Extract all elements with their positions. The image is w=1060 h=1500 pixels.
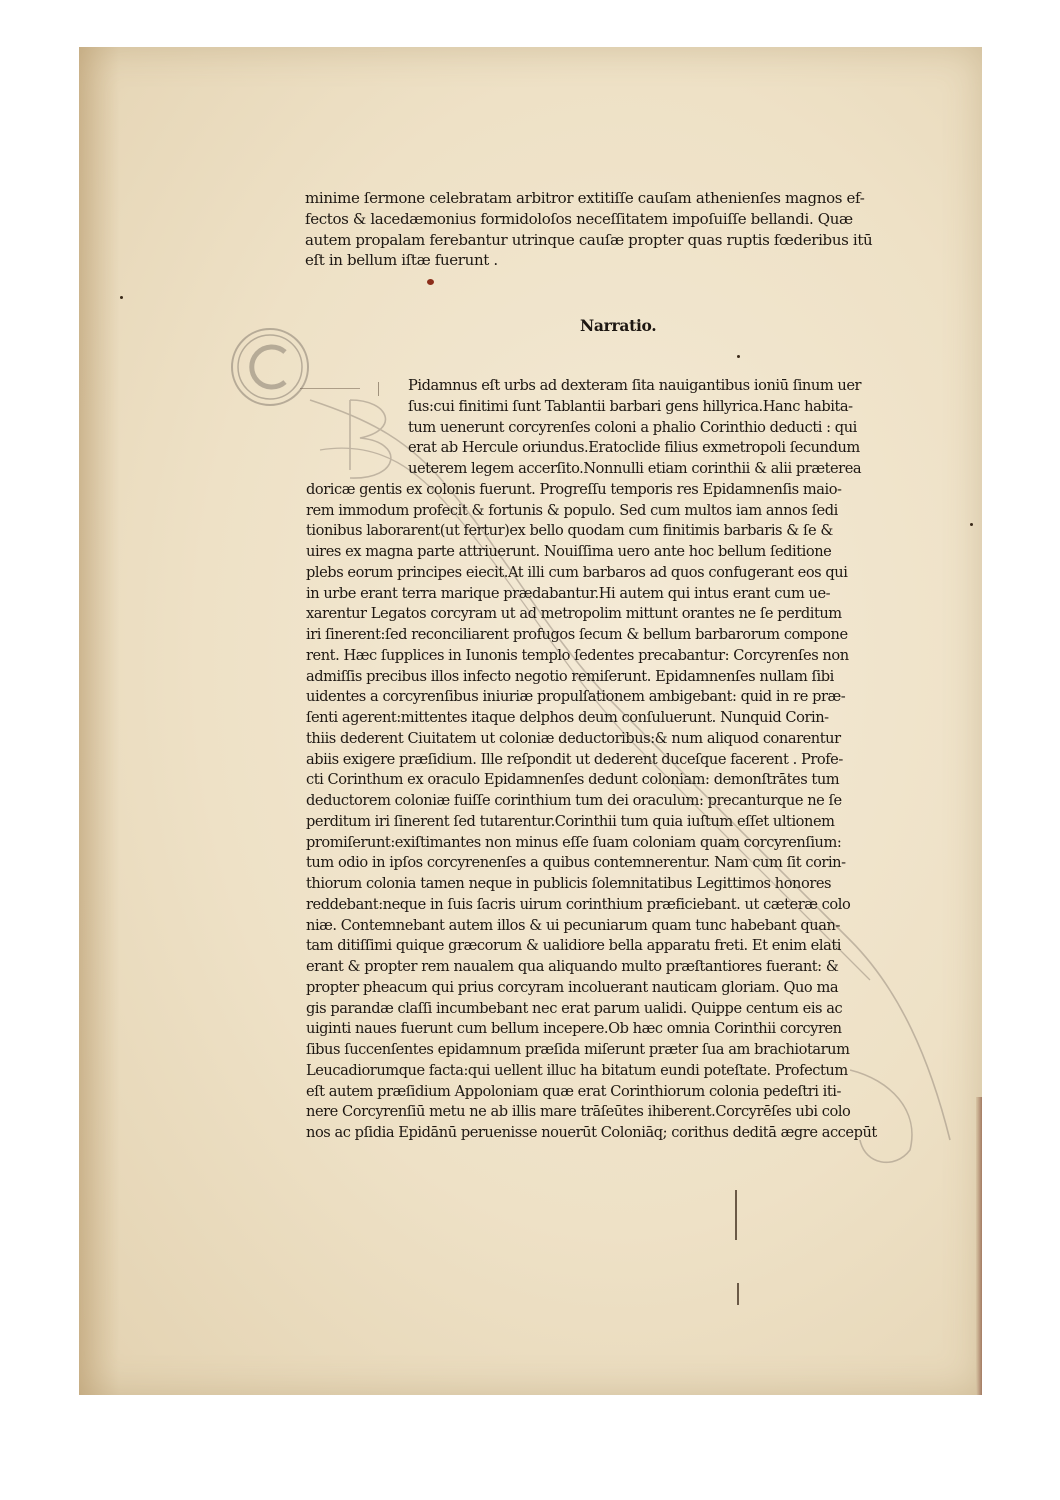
text-line: autem propalam ferebantur utrinque cauſæ propter quas ruptis fœderibus itū [305, 230, 873, 249]
text-line: deductorem coloniæ fuiſſe corinthium tum dei oraculum: precanturque ne ſe [306, 792, 842, 809]
text-line: thiis dederent Ciuitatem ut coloniæ deductoribus:& num aliquod conarentur [306, 729, 841, 747]
text-line: tum odio in ipſos corcyrenenſes a quibus contemnerentur. Nam cum ſit corin- [306, 854, 846, 872]
text-line: rent. Hæc ſupplices in Iunonis templo ſedentes precabantur: Corcyrenſes non [306, 646, 849, 664]
text-line: in urbe erant terra marique prædabantur.Hi autem qui intus erant cum ue- [306, 584, 831, 602]
text-line: ſenti agerent:mittentes itaque delphos deum conſuluerunt. Nunquid Corin- [306, 709, 829, 726]
text-line: uiginti naues fuerunt cum bellum incepere.Ob hæc omnia Corinthii corcyren [306, 1020, 842, 1038]
text-line: nere Corcyrenſiū metu ne ab illis mare trāſeūtes ihiberent.Corcyrēſes ubi colo [306, 1103, 851, 1121]
ink-speck [427, 279, 434, 285]
text-line: rem immodum profecit & fortunis & populo. Sed cum multos iam annos ſedi [306, 501, 838, 519]
margin-rule [735, 1190, 737, 1240]
text-line: promiſerunt:exiſtimantes non minus eſſe ſuam coloniam quam corcyrenſium: [306, 833, 842, 851]
text-line: propter pheacum qui prius corcyram incoluerant nauticam gloriam. Quo ma [306, 978, 839, 996]
narratio-body [306, 376, 946, 1144]
text-line: admiſſis precibus illos infecto negotio remiſerunt. Epidamnenſes nullam ſibi [306, 667, 834, 685]
text-line: doricæ gentis ex colonis fuerunt. Progreſſu temporis res Epidamnenſis maio- [306, 480, 842, 498]
text-line: abiis exigere præſidium. Ille reſpondit ut dederent duceſque facerent . Profe- [306, 750, 843, 768]
text-line: Leucadiorumque facta:qui uellent illuc ha bitatum eundi poteſtate. Profectum [306, 1061, 848, 1079]
text-line: uidentes a corcyrenſibus iniuriæ propulſationem ambigebant: quid in re præ- [306, 688, 846, 706]
margin-rule [737, 1283, 739, 1305]
text-line: xarentur Legatos corcyram ut ad metropolim mittunt orantes ne ſe perditum [306, 605, 842, 623]
text-line: minime ſermone celebratam arbitror extitiſſe cauſam athenienſes magnos ef- [305, 189, 865, 207]
intro-paragraph [305, 188, 945, 271]
text-line: cti Corinthum ex oraculo Epidamnenſes dedunt coloniam: demonſtrātes tum [306, 771, 840, 789]
text-line: gis parandæ claſſi incumbebant nec erat parum ualidi. Quippe centum eis ac [306, 999, 843, 1017]
text-line: erant & propter rem naualem qua aliquando multo præſtantiores fuerant: & [306, 958, 839, 975]
text-line: reddebant:neque in ſuis ſacris uirum corinthium præficiebant. ut cæteræ colo [306, 895, 851, 913]
page-edge [976, 1097, 982, 1395]
ink-speck [120, 296, 123, 299]
text-line: tionibus laborarent(ut fertur)ex bello quodam cum finitimis barbaris & ſe & [306, 522, 833, 540]
ink-speck [970, 523, 973, 526]
text-line: tum uenerunt corcyrenſes coloni a phalio Corinthio deducti : qui [408, 418, 857, 436]
text-line: perditum iri ſinerent ſed tutarentur.Corinthii tum quia iuſtum eſſet ultionem [306, 812, 835, 830]
section-heading: Narratio. [580, 316, 657, 335]
text-line: Pidamnus eſt urbs ad dexteram ſita nauigantibus ioniū ſinum uer [408, 377, 862, 394]
text-line: iri ſinerent:ſed reconciliarent profugos ſecum & bellum barbarorum compone [306, 626, 848, 643]
text-line: erat ab Hercule oriundus.Eratoclide filius exmetropoli ſecundum [408, 439, 860, 457]
text-line: niæ. Contemnebant autem illos & ui pecuniarum quam tunc habebant quan- [306, 916, 840, 934]
text-line: nos ac pſidia Epidānū peruenisse nouerūt Coloniāq; corithus deditā ægre accepūt [306, 1124, 877, 1141]
text-line: ueterem legem accerſito.Nonnulli etiam corinthii & alii præterea [408, 460, 862, 477]
text-line: ſus:cui finitimi ſunt Tablantii barbari gens hillyrica.Hanc habita- [408, 397, 853, 415]
text-line: fectos & lacedæmonius formidoloſos neceſſitatem impoſuiſſe bellandi. Quæ [305, 209, 853, 228]
text-line: thiorum colonia tamen neque in publicis ſolemnitatibus Legittimos honores [306, 875, 832, 892]
ink-speck [737, 355, 740, 358]
text-line: uires ex magna parte attriuerunt. Nouiſſima uero ante hoc bellum ſeditione [306, 543, 832, 560]
text-line: plebs eorum principes eiecit.At illi cum barbaros ad quos confugerant eos qui [306, 563, 848, 581]
text-line: tam ditiſſimi quique græcorum & ualidiore bella apparatu freti. Et enim elati [306, 937, 841, 955]
text-line: eſt autem præſidium Appoloniam quæ erat Corinthiorum colonia pedeſtri iti- [306, 1082, 841, 1100]
page-gutter-shadow [79, 47, 119, 1395]
text-line: eſt in bellum iſtæ fuerunt . [305, 251, 498, 270]
text-line: ſibus ſuccenſentes epidamnum præſida miſerunt præter ſua am brachiotarum [306, 1041, 850, 1058]
